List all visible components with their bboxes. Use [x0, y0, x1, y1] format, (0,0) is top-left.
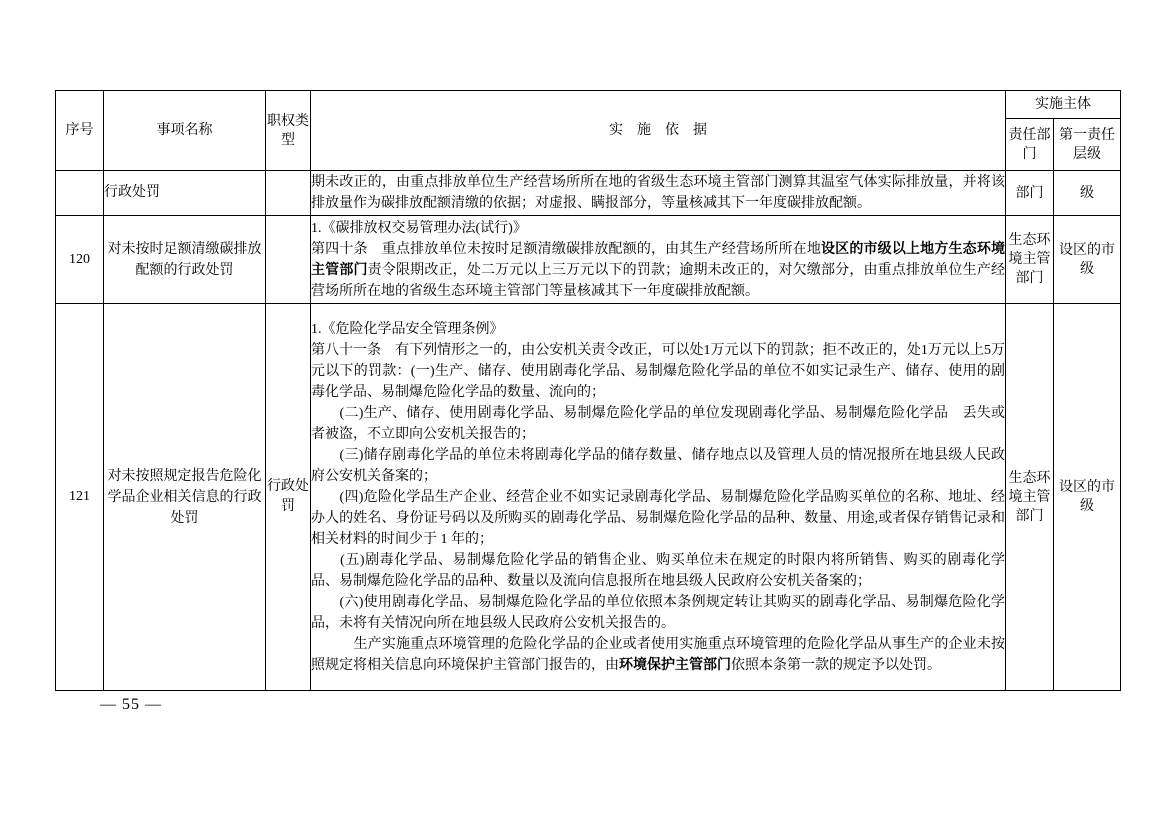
- penalty-items-table: [55, 90, 1121, 691]
- basis-text-segment: 责令限期改正，处二万元以上三万元以下的罚款；逾期未改正的，对欠缴部分，由重点排放单位生产经营场所所在地的省级生态环境主管部门等量核减其下一年度碳排放配额。: [311, 262, 1006, 299]
- header-level: 第一责任层级: [1054, 119, 1121, 171]
- basis-text-segment: 依照本条第一款的规定予以处罚。: [731, 657, 941, 673]
- basis-paragraph: (五)剧毒化学品、易制爆危险化学品的销售企业、购买单位未在规定的时限内将所销售、购买的剧毒化学品、易制爆危险化学品的品种、数量以及流向信息报所在地县级人民政府公安机关备案的；: [311, 552, 1005, 589]
- dept-cell: 部门: [1006, 171, 1054, 216]
- basis-text-segment: 生产实施重点环境管理的危险化学品的企业或者使用实施重点环境管理的危险化学品从事生产的企业未按照规定将相关信息向环境保护主管部门报告的，由: [311, 636, 1005, 673]
- basis-text-segment: 第四十条 重点排放单位未按时足额清缴碳排放配额的，由其生产经营场所所在地: [311, 241, 821, 257]
- basis-cell: [311, 171, 1006, 216]
- header-seq: 序号: [56, 91, 104, 171]
- basis-paragraph: 第八十一条 有下列情形之一的，由公安机关责令改正，可以处1万元以下的罚款；拒不改正的，处1万元以上5万元以下的罚款：(一)生产、储存、使用剧毒化学品、易制爆危险化学品的单位不如实记录生产、储存、使用的剧毒化学品、易制爆危险化学品的数量、流向的；: [311, 342, 1005, 400]
- basis-paragraph: 1.《危险化学品安全管理条例》: [311, 321, 504, 337]
- level-cell: 级: [1054, 171, 1121, 216]
- seq-cell: 121: [56, 304, 104, 691]
- level-cell: 设区的市级: [1054, 304, 1121, 691]
- authority-type-cell: [266, 216, 311, 304]
- bold-emphasis: 设区的市级以上地方生态环境主管部门: [311, 241, 1005, 278]
- header-item-name: 事项名称: [104, 91, 266, 171]
- dept-cell: 生态环境主管部门: [1006, 216, 1054, 304]
- basis-paragraph: 1.《碳排放权交易管理办法(试行)》: [311, 220, 527, 236]
- basis-paragraph: (二)生产、储存、使用剧毒化学品、易制爆危险化学品的单位发现剧毒化学品、易制爆危险化学品 丢失或者被盗，不立即向公安机关报告的；: [311, 405, 1005, 442]
- basis-paragraph: (四)危险化学品生产企业、经营企业不如实记录剧毒化学品、易制爆危险化学品购买单位的名称、地址、经办人的姓名、身份证号码以及所购买的剧毒化学品、易制爆危险化学品的品种、数量、用途,或者保存销售记录和相关材料的时间少于 1 年的；: [311, 489, 1005, 547]
- bold-emphasis: 环境保护主管部门: [619, 657, 731, 673]
- authority-type-cell: 行政处罚: [266, 304, 311, 691]
- seq-cell: [56, 171, 104, 216]
- table-row-121: [56, 304, 1121, 691]
- basis-cell: [311, 304, 1006, 691]
- seq-cell: 120: [56, 216, 104, 304]
- table-row-continuation: [56, 171, 1121, 216]
- authority-type-cell: [266, 171, 311, 216]
- header-authority-type: 职权类型: [266, 91, 311, 171]
- item-name-cell: 对未按照规定报告危险化学品企业相关信息的行政处罚: [104, 304, 266, 691]
- header-row-top: [56, 91, 1121, 119]
- dept-cell: 生态环境主管部门: [1006, 304, 1054, 691]
- basis-cell: [311, 216, 1006, 304]
- basis-paragraph: (三)储存剧毒化学品的单位未将剧毒化学品的储存数量、储存地点以及管理人员的情况报所在地县级人民政府公安机关备案的；: [311, 447, 1005, 484]
- page-number: — 55 —: [100, 696, 162, 713]
- header-dept: 责任部门: [1006, 119, 1054, 171]
- table-row-120: [56, 216, 1121, 304]
- item-name-cell: 行政处罚: [104, 171, 266, 216]
- header-subject: 实施主体: [1006, 91, 1121, 119]
- basis-paragraph: [311, 239, 1005, 302]
- item-name-cell: 对未按时足额清缴碳排放配额的行政处罚: [104, 216, 266, 304]
- basis-paragraph: (六)使用剧毒化学品、易制爆危险化学品的单位依照本条例规定转让其购买的剧毒化学品、易制爆危险化学品，未将有关情况向所在地县级人民政府公安机关报告的。: [311, 594, 1005, 631]
- basis-paragraph: 期未改正的，由重点排放单位生产经营场所所在地的省级生态环境主管部门测算其温室气体实际排放量，并将该排放量作为碳排放配额清缴的依据；对虚报、瞒报部分，等量核减其下一年度碳排放配额。: [311, 175, 1005, 211]
- header-basis: 实 施 依 据: [311, 91, 1006, 171]
- basis-paragraph: [311, 634, 1005, 676]
- level-cell: 设区的市级: [1054, 216, 1121, 304]
